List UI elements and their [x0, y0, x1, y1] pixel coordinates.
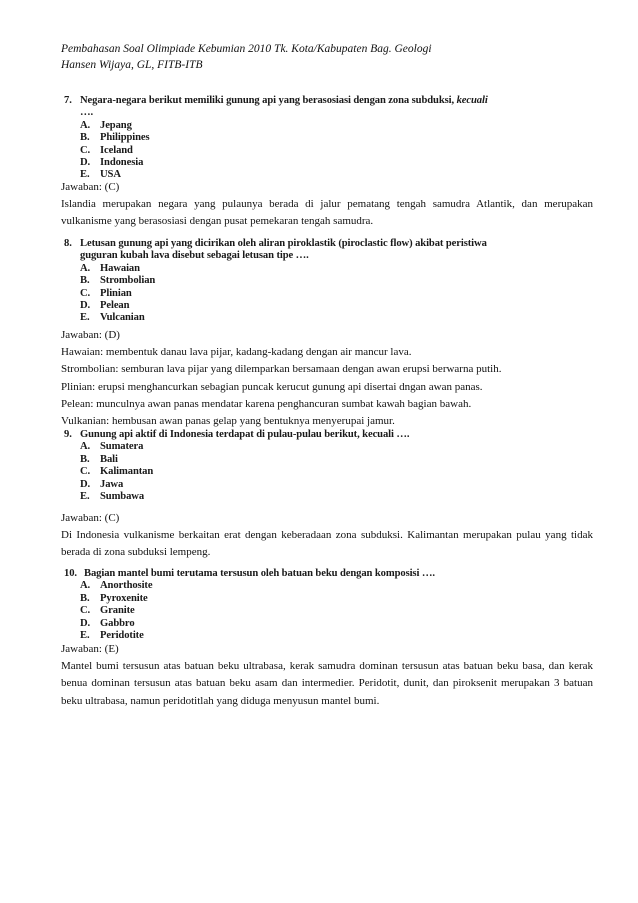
answer-explanation-line: Pelean: munculnya awan panas mendatar karena penghancuran sumbat kawah bagian bawah. — [61, 397, 472, 410]
option-letter: C. — [80, 287, 91, 299]
answer-explanation-line: Plinian: erupsi menghancurkan sebagian puncak kerucut gunung api disertai dngan awan panas. — [61, 380, 483, 393]
option-c — [64, 605, 544, 617]
answer-label: Jawaban: (C) — [61, 512, 120, 524]
option-letter: E. — [80, 169, 90, 181]
option-text: Jawa — [100, 478, 124, 490]
option-text: Sumbawa — [100, 491, 145, 503]
answer-9 — [61, 510, 593, 562]
option-text: Peridotite — [100, 630, 144, 642]
question-10 — [64, 568, 544, 642]
option-letter: C. — [80, 605, 91, 617]
option-b — [64, 593, 544, 605]
question-8 — [64, 238, 544, 325]
option-letter: A. — [80, 441, 91, 453]
option-letter: B. — [80, 453, 90, 465]
option-text: Hawaian — [100, 262, 140, 274]
option-d — [64, 300, 544, 312]
option-letter: E. — [80, 491, 90, 503]
option-letter: B. — [80, 592, 90, 604]
option-letter: C. — [80, 466, 91, 478]
option-b — [64, 132, 544, 144]
option-text: Indonesia — [100, 157, 144, 169]
question-stem — [64, 238, 544, 250]
question-number: 10. — [64, 568, 77, 579]
question-stem — [64, 429, 544, 441]
option-text: Anorthosite — [100, 580, 153, 592]
option-d — [64, 618, 544, 630]
option-text: Vulcanian — [100, 312, 145, 324]
option-a — [64, 441, 544, 453]
question-text-line2: guguran kubah lava disebut sebagai letusan tipe …. — [80, 250, 309, 262]
option-text: Pelean — [100, 300, 130, 312]
answer-explanation: Islandia merupakan negara yang pulaunya berada di jalur pematang tengah samudra Atlantik, dan merupakan vulkanisme yang berasosiasi dengan pusat pemekaran tengah samudra. — [61, 198, 593, 228]
option-text: Plinian — [100, 287, 132, 299]
option-c — [64, 288, 544, 300]
question-text: Negara-negara berikut memiliki gunung api yang berasosiasi dengan zona subduksi, — [80, 95, 457, 106]
option-e — [64, 312, 544, 324]
answer-7 — [61, 179, 593, 231]
option-b — [64, 275, 544, 287]
question-number: 9. — [64, 429, 72, 440]
option-c — [64, 466, 544, 478]
option-text: Granite — [100, 605, 135, 617]
option-text: Gabbro — [100, 617, 135, 629]
option-a — [64, 120, 544, 132]
header-author: Hansen Wijaya, GL, FITB-ITB — [61, 59, 203, 71]
option-letter: D. — [80, 478, 91, 490]
option-a — [64, 263, 544, 275]
question-ellipsis: …. — [80, 107, 94, 119]
option-text: Strombolian — [100, 275, 156, 287]
option-letter: D. — [80, 300, 91, 312]
option-text: Jepang — [100, 119, 132, 131]
option-b — [64, 454, 544, 466]
header-title: Pembahasan Soal Olimpiade Kebumian 2010 Tk. Kota/Kabupaten Bag. Geologi — [61, 43, 432, 55]
answer-label: Jawaban: (D) — [61, 329, 120, 341]
option-letter: E. — [80, 312, 90, 324]
answer-explanation-line: Hawaian: membentuk danau lava pijar, kadang-kadang dengan air mancur lava. — [61, 346, 412, 359]
question-text: Letusan gunung api yang dicirikan oleh aliran piroklastik (piroclastic flow) akibat peristiwa — [80, 238, 487, 249]
option-text: Sumatera — [100, 441, 144, 453]
option-letter: A. — [80, 262, 91, 274]
question-number: 8. — [64, 238, 72, 249]
question-emphasis: kecuali — [456, 95, 488, 106]
question-stem — [64, 568, 544, 580]
option-letter: D. — [80, 617, 91, 629]
question-text: Bagian mantel bumi terutama tersusun oleh batuan beku dengan komposisi …. — [84, 568, 435, 579]
option-letter: C. — [80, 144, 91, 156]
question-stem — [64, 95, 544, 107]
answer-explanation-line: Vulkanian: hembusan awan panas gelap yang bentuknya menyerupai jamur. — [61, 415, 395, 428]
option-letter: B. — [80, 275, 90, 287]
option-a — [64, 580, 544, 592]
question-7 — [64, 95, 544, 182]
answer-8 — [61, 327, 593, 430]
option-letter: A. — [80, 119, 91, 131]
option-text: Bali — [100, 453, 118, 465]
option-text: Iceland — [100, 144, 133, 156]
answer-label: Jawaban: (E) — [61, 643, 119, 655]
option-e — [64, 491, 544, 503]
option-letter: E. — [80, 630, 90, 642]
answer-10 — [61, 641, 593, 710]
answer-explanation: Di Indonesia vulkanisme berkaitan erat dengan keberadaan zona subduksi. Kalimantan merupakan pulau yang tidak berada di zona subduksi lempeng. — [61, 529, 593, 559]
question-text: Gunung api aktif di Indonesia terdapat di pulau-pulau berikut, kecuali …. — [80, 429, 410, 440]
answer-explanation: Mantel bumi tersusun atas batuan beku ultrabasa, kerak samudra dominan tersusun atas batuan beku basa, dan kerak benua dominan tersusun atas batuan beku asam dan intermedier. Peridotit, dunit, dan piroksenit merupakan 3 batuan beku ultrabasa, namun peridotitlah yang diduga menyusun mantel bumi. — [61, 660, 593, 707]
option-text: Philippines — [100, 132, 150, 144]
option-letter: D. — [80, 157, 91, 169]
option-d — [64, 479, 544, 491]
option-c — [64, 145, 544, 157]
answer-explanation-line: Strombolian: semburan lava pijar yang dilemparkan bersamaan dengan awan erupsi berwarna putih. — [61, 363, 502, 376]
option-text: Kalimantan — [100, 466, 154, 478]
page-header — [61, 41, 432, 73]
question-number: 7. — [64, 95, 72, 106]
option-letter: A. — [80, 580, 91, 592]
answer-label: Jawaban: (C) — [61, 181, 120, 193]
option-letter: B. — [80, 132, 90, 144]
question-9 — [64, 429, 544, 503]
option-d — [64, 157, 544, 169]
option-text: Pyroxenite — [100, 592, 148, 604]
option-text: USA — [100, 169, 121, 181]
